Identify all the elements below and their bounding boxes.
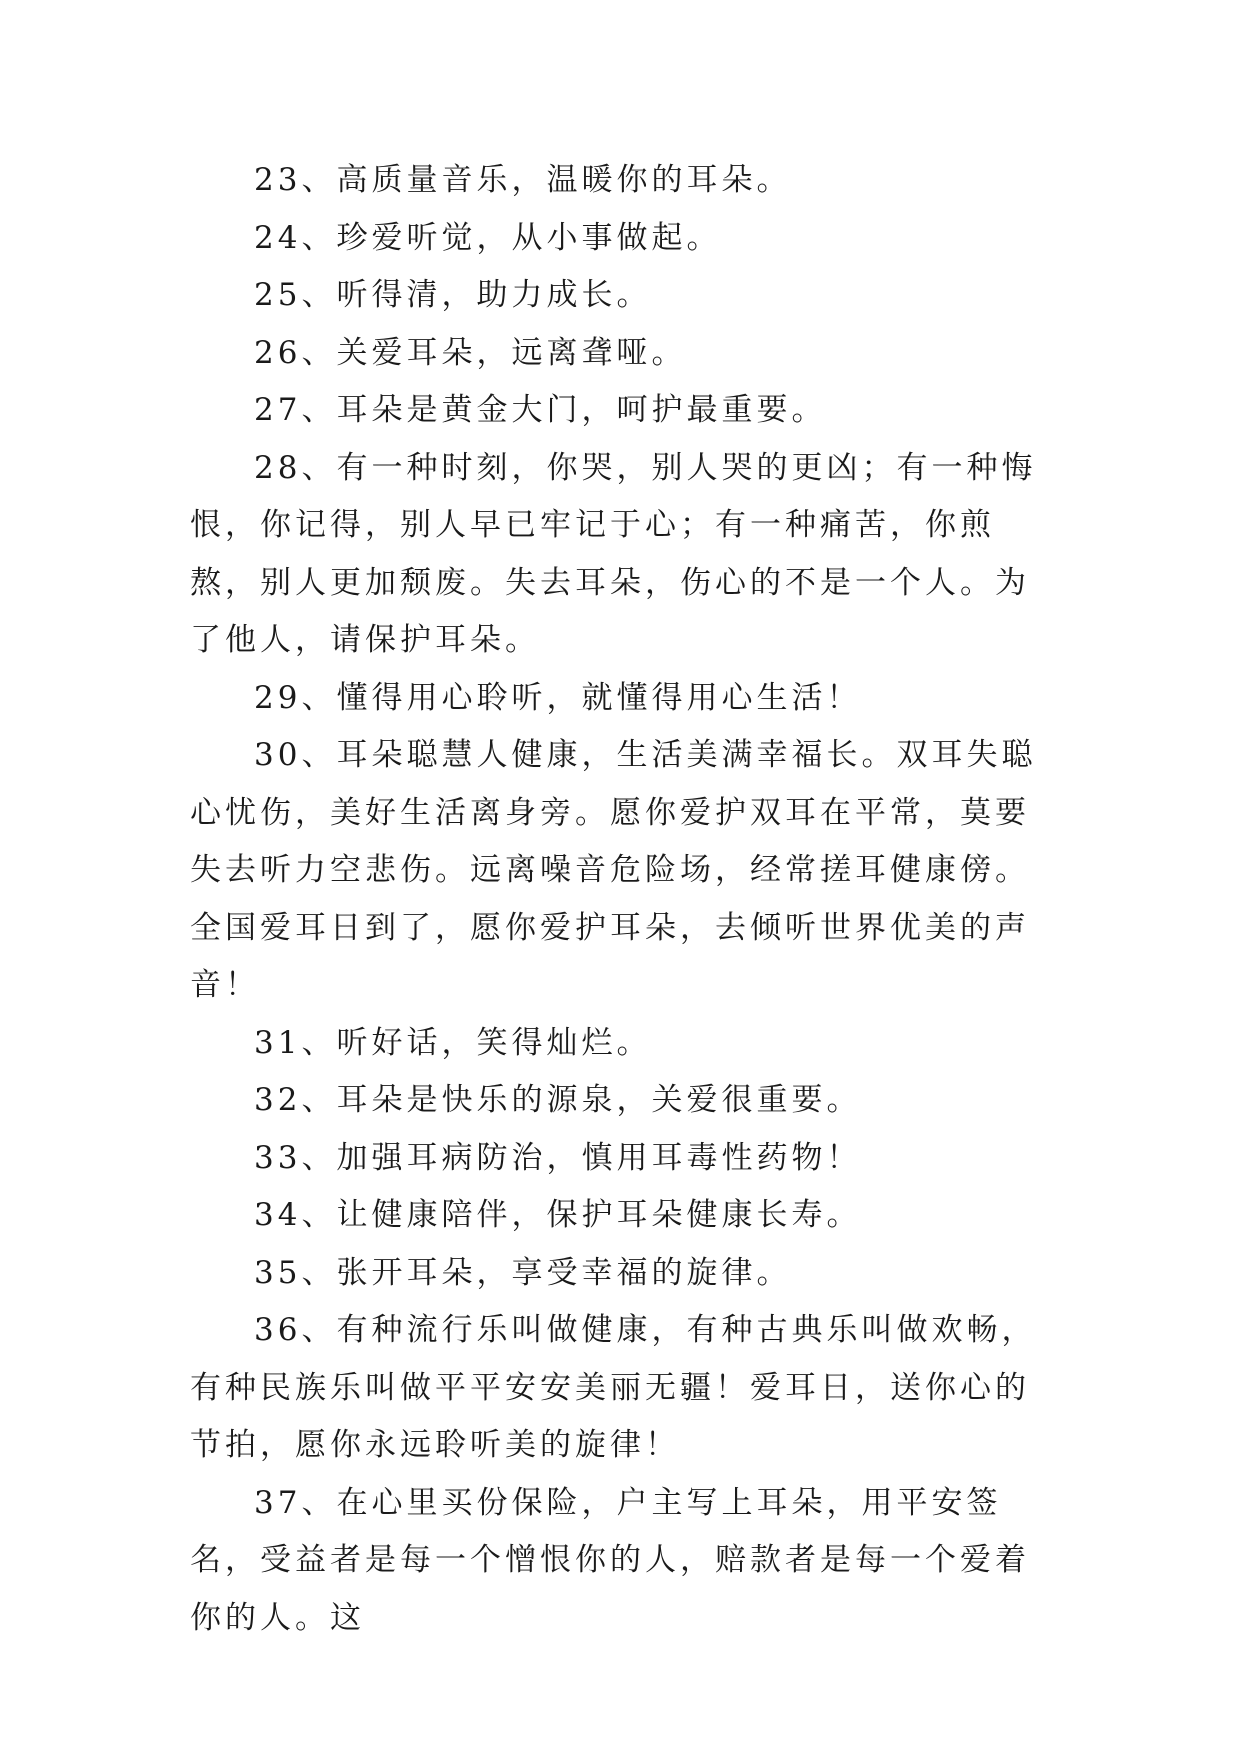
paragraph-35: 35、张开耳朵，享受幸福的旋律。 xyxy=(254,1254,792,1291)
paragraph-26: 26、关爱耳朵，远离聋哑。 xyxy=(254,334,687,371)
paragraph-32: 32、耳朵是快乐的源泉，关爱很重要。 xyxy=(254,1082,862,1118)
paragraph-25: 25、听得清，助力成长。 xyxy=(254,277,652,313)
paragraph-34: 34、让健康陪伴，保护耳朵健康长寿。 xyxy=(254,1197,862,1233)
paragraph-24: 24、珍爱听觉，从小事做起。 xyxy=(254,219,722,256)
paragraph-30: 30、耳朵聪慧人健康，生活美满幸福长。双耳失聪心忧伤，美好生活离身旁。愿你爱护双耳在平常，莫要失去听力空悲伤。远离噪音危险场，经常搓耳健康傍。全国爱耳日到了，愿你爱护耳朵，去倾听世界优美的声音！ xyxy=(190,737,1037,1003)
paragraph-36: 36、有种流行乐叫做健康，有种古典乐叫做欢畅，有种民族乐叫做平平安安美丽无疆！爱耳日，送你心的节拍，愿你永远聆听美的旋律！ xyxy=(190,1312,1037,1463)
paragraph-27: 27、耳朵是黄金大门，呵护最重要。 xyxy=(254,392,827,428)
paragraph-31: 31、听好话，笑得灿烂。 xyxy=(254,1024,652,1061)
paragraph-29: 29、懂得用心聆听，就懂得用心生活！ xyxy=(254,679,862,716)
paragraph-28: 28、有一种时刻，你哭，别人哭的更凶；有一种悔恨，你记得，别人早已牢记于心；有一种痛苦，你煎熬，别人更加颓废。失去耳朵，伤心的不是一个人。为了他人，请保护耳朵。 xyxy=(190,449,1037,658)
document-body xyxy=(190,152,1050,1647)
paragraph-37: 37、在心里买份保险，户主写上耳朵，用平安签名，受益者是每一个憎恨你的人，赔款者是每一个爱着你的人。这 xyxy=(190,1484,1030,1636)
paragraph-33: 33、加强耳病防治，慎用耳毒性药物！ xyxy=(254,1139,862,1176)
paragraph-23: 23、高质量音乐，温暖你的耳朵。 xyxy=(254,162,792,198)
